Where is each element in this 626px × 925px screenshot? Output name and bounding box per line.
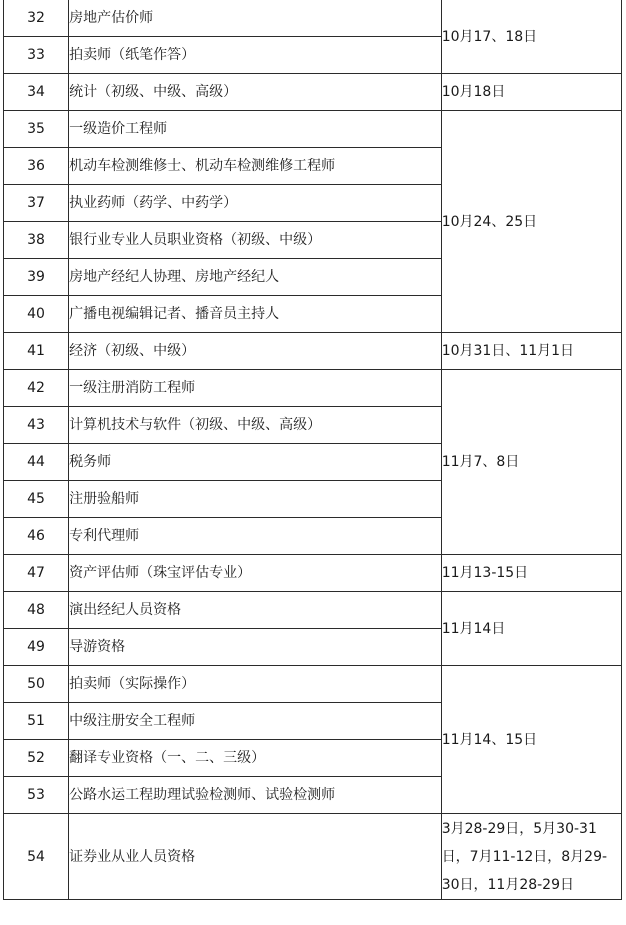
row-number: 50 bbox=[4, 666, 69, 703]
exam-date: 10月18日 bbox=[441, 74, 621, 111]
exam-name: 注册验船师 bbox=[69, 481, 442, 518]
table-row bbox=[4, 666, 622, 703]
row-number: 51 bbox=[4, 703, 69, 740]
row-number: 34 bbox=[4, 74, 69, 111]
table-row bbox=[4, 592, 622, 629]
exam-name: 拍卖师（纸笔作答） bbox=[69, 37, 442, 74]
row-number: 48 bbox=[4, 592, 69, 629]
exam-name: 计算机技术与软件（初级、中级、高级） bbox=[69, 407, 442, 444]
row-number: 41 bbox=[4, 333, 69, 370]
exam-name: 执业药师（药学、中药学） bbox=[69, 185, 442, 222]
row-number: 46 bbox=[4, 518, 69, 555]
row-number: 43 bbox=[4, 407, 69, 444]
table-row bbox=[4, 111, 622, 148]
row-number: 52 bbox=[4, 740, 69, 777]
exam-name: 翻译专业资格（一、二、三级） bbox=[69, 740, 442, 777]
row-number: 45 bbox=[4, 481, 69, 518]
row-number: 35 bbox=[4, 111, 69, 148]
row-number: 37 bbox=[4, 185, 69, 222]
exam-date: 11月7、8日 bbox=[441, 370, 621, 555]
row-number: 32 bbox=[4, 0, 69, 37]
exam-date: 11月13-15日 bbox=[441, 555, 621, 592]
table-row bbox=[4, 333, 622, 370]
exam-date: 11月14、15日 bbox=[441, 666, 621, 814]
table-row bbox=[4, 555, 622, 592]
exam-name: 房地产经纪人协理、房地产经纪人 bbox=[69, 259, 442, 296]
exam-schedule-table bbox=[3, 0, 622, 900]
row-number: 38 bbox=[4, 222, 69, 259]
exam-date: 11月14日 bbox=[441, 592, 621, 666]
exam-name: 银行业专业人员职业资格（初级、中级） bbox=[69, 222, 442, 259]
exam-name: 拍卖师（实际操作） bbox=[69, 666, 442, 703]
table-row bbox=[4, 814, 622, 900]
exam-name: 一级注册消防工程师 bbox=[69, 370, 442, 407]
exam-name: 机动车检测维修士、机动车检测维修工程师 bbox=[69, 148, 442, 185]
exam-name: 导游资格 bbox=[69, 629, 442, 666]
row-number: 44 bbox=[4, 444, 69, 481]
exam-name: 房地产估价师 bbox=[69, 0, 442, 37]
exam-name: 证券业从业人员资格 bbox=[69, 814, 442, 900]
row-number: 47 bbox=[4, 555, 69, 592]
exam-name: 中级注册安全工程师 bbox=[69, 703, 442, 740]
exam-date: 10月17、18日 bbox=[441, 0, 621, 74]
exam-name: 经济（初级、中级） bbox=[69, 333, 442, 370]
exam-name: 资产评估师（珠宝评估专业） bbox=[69, 555, 442, 592]
row-number: 40 bbox=[4, 296, 69, 333]
exam-date: 10月31日、11月1日 bbox=[441, 333, 621, 370]
exam-date: 10月24、25日 bbox=[441, 111, 621, 333]
table-row bbox=[4, 370, 622, 407]
row-number: 42 bbox=[4, 370, 69, 407]
exam-name: 演出经纪人员资格 bbox=[69, 592, 442, 629]
table-row bbox=[4, 0, 622, 37]
table-row bbox=[4, 74, 622, 111]
row-number: 33 bbox=[4, 37, 69, 74]
row-number: 49 bbox=[4, 629, 69, 666]
row-number: 54 bbox=[4, 814, 69, 900]
row-number: 39 bbox=[4, 259, 69, 296]
exam-name: 广播电视编辑记者、播音员主持人 bbox=[69, 296, 442, 333]
exam-name: 税务师 bbox=[69, 444, 442, 481]
exam-name: 统计（初级、中级、高级） bbox=[69, 74, 442, 111]
exam-name: 公路水运工程助理试验检测师、试验检测师 bbox=[69, 777, 442, 814]
exam-name: 一级造价工程师 bbox=[69, 111, 442, 148]
exam-name: 专利代理师 bbox=[69, 518, 442, 555]
row-number: 36 bbox=[4, 148, 69, 185]
row-number: 53 bbox=[4, 777, 69, 814]
exam-date: 3月28-29日，5月30-31日，7月11-12日，8月29-30日，11月28-29日 bbox=[441, 814, 621, 900]
